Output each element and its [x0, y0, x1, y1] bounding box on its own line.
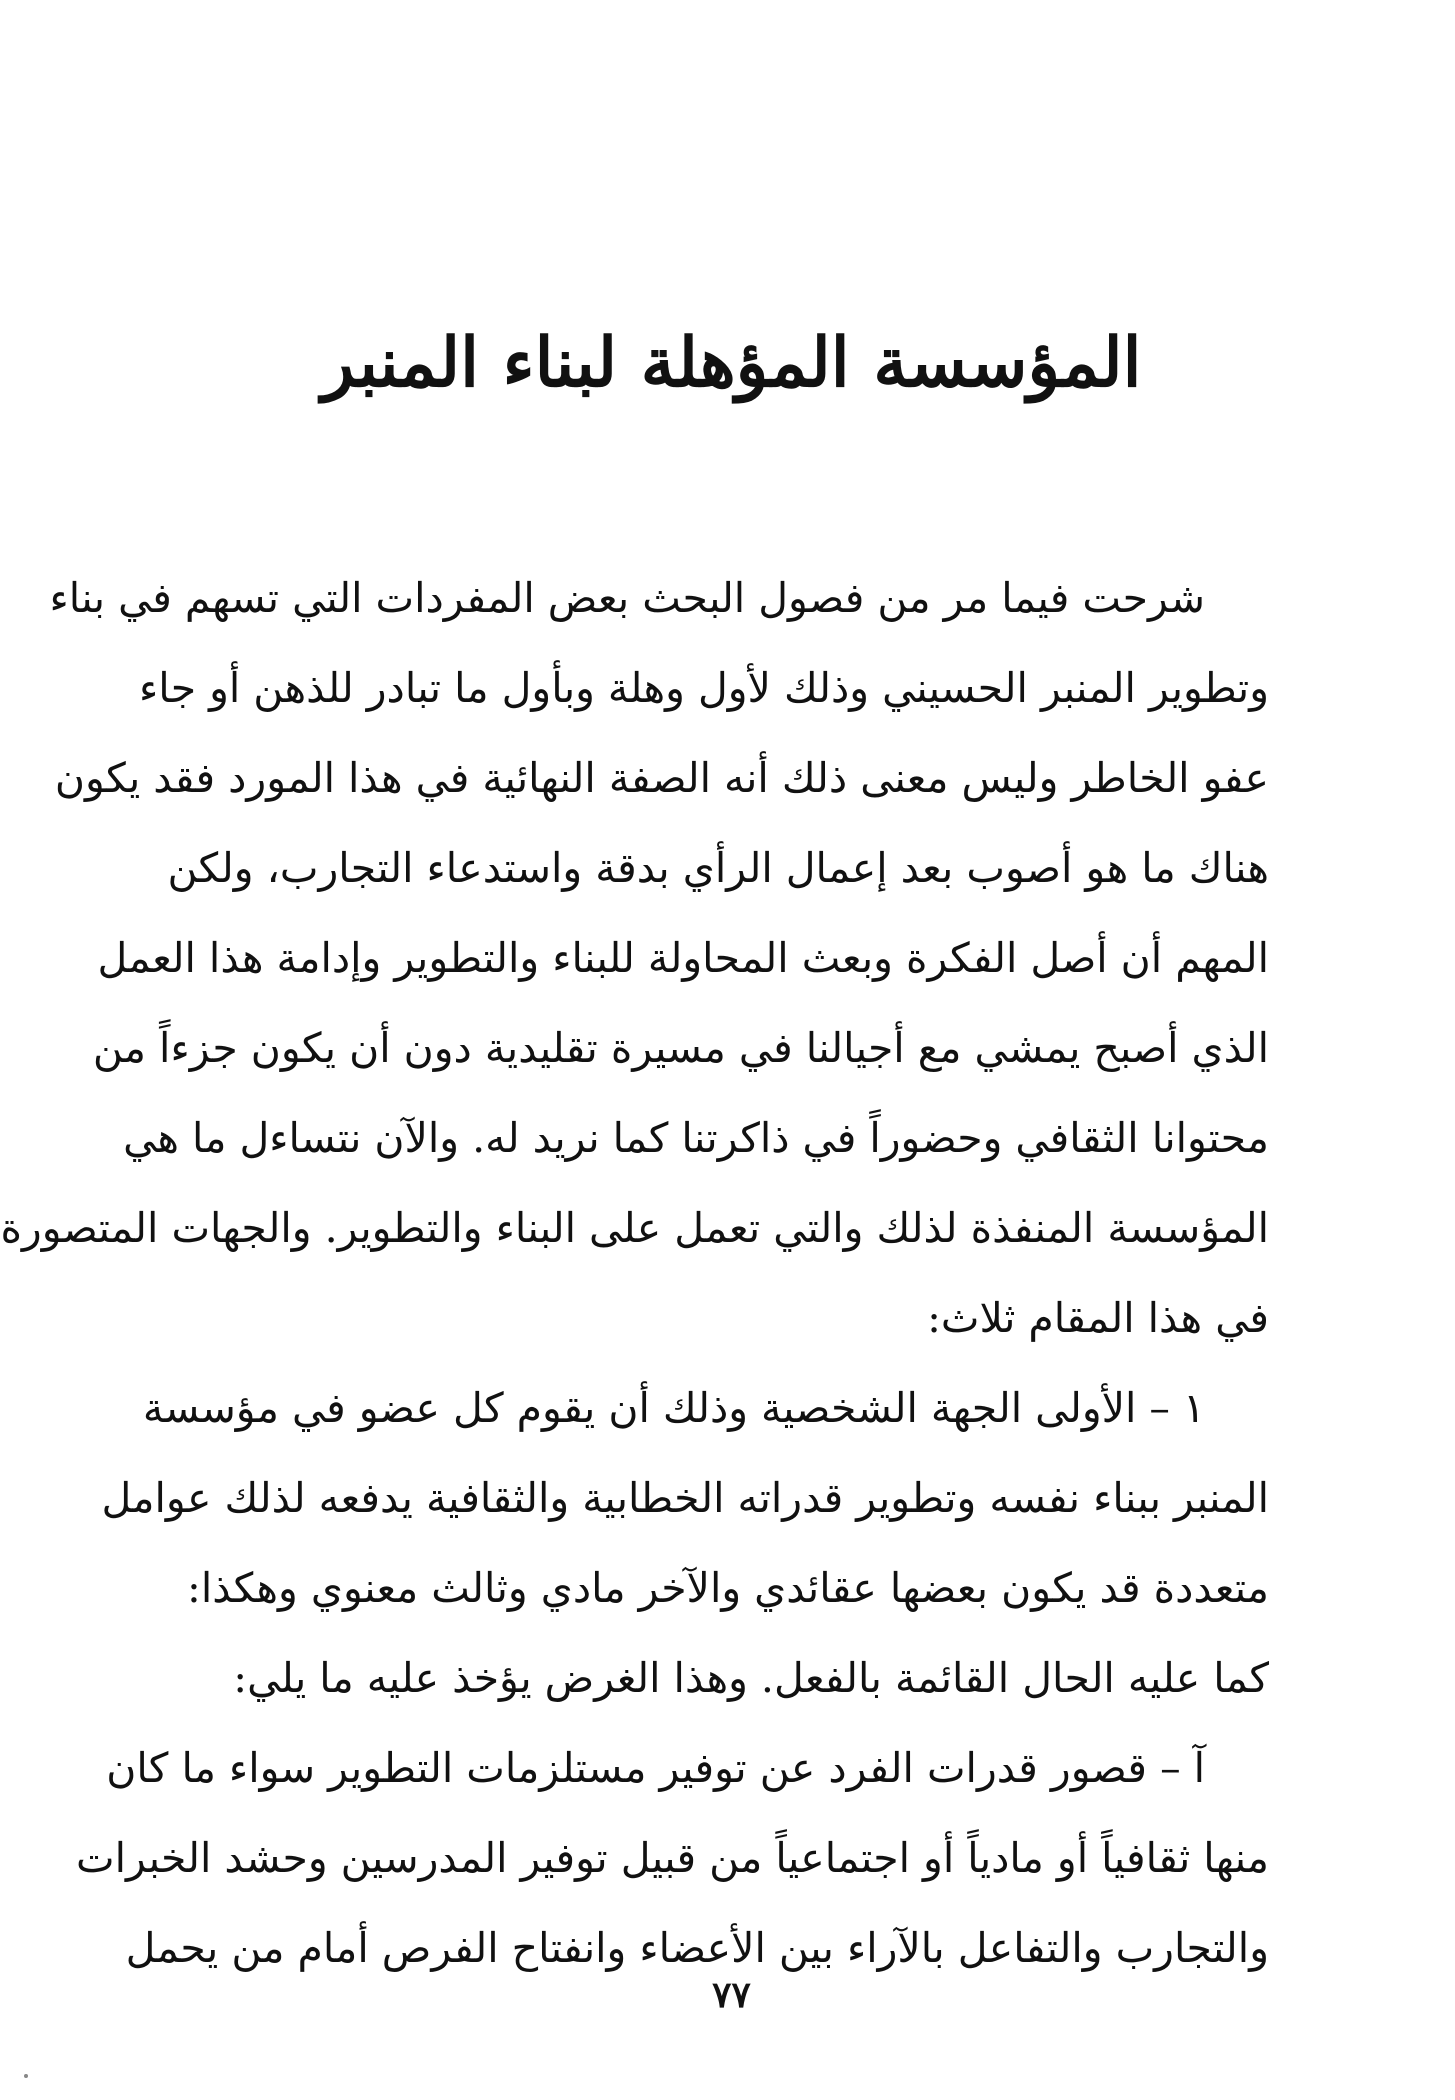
text-line: المؤسسة المنفذة لذلك والتي تعمل على البناء والتطوير. والجهات المتصورة [0, 1204, 1269, 1252]
text-line: ١ – الأولى الجهة الشخصية وذلك أن يقوم كل عضو في مؤسسة [142, 1384, 1205, 1432]
text-line: في هذا المقام ثلاث: [927, 1294, 1269, 1342]
text-line: منها ثقافياً أو مادياً أو اجتماعياً من قبيل توفير المدرسين وحشد الخبرات [76, 1834, 1269, 1882]
page-number: ٧٧ [712, 1974, 751, 2016]
text-line: كما عليه الحال القائمة بالفعل. وهذا الغرض يؤخذ عليه ما يلي: [233, 1654, 1269, 1702]
text-line: هناك ما هو أصوب بعد إعمال الرأي بدقة واستدعاء التجارب، ولكن [167, 844, 1269, 892]
text-line: عفو الخاطر وليس معنى ذلك أنه الصفة النهائية في هذا المورد فقد يكون [54, 754, 1269, 802]
body-text [0, 553, 1269, 1993]
text-line: والتجارب والتفاعل بالآراء بين الأعضاء وانفتاح الفرص أمام من يحمل [125, 1924, 1269, 1972]
text-line: المهم أن أصل الفكرة وبعث المحاولة للبناء والتطوير وإدامة هذا العمل [97, 934, 1269, 982]
text-line: المنبر ببناء نفسه وتطوير قدراته الخطابية والثقافية يدفعه لذلك عوامل [101, 1474, 1269, 1522]
text-line: آ – قصور قدرات الفرد عن توفير مستلزمات التطوير سواء ما كان [106, 1744, 1205, 1792]
chapter-title: المؤسسة المؤهلة لبناء المنبر [321, 323, 1142, 403]
text-line: الذي أصبح يمشي مع أجيالنا في مسيرة تقليدية دون أن يكون جزءاً من [92, 1024, 1269, 1072]
text-line: وتطوير المنبر الحسيني وذلك لأول وهلة وبأول ما تبادر للذهن أو جاء [138, 664, 1269, 712]
text-line: شرحت فيما مر من فصول البحث بعض المفردات التي تسهم في بناء [49, 574, 1205, 622]
scan-speck [24, 2074, 28, 2078]
text-line: محتوانا الثقافي وحضوراً في ذاكرتنا كما نريد له. والآن نتساءل ما هي [123, 1114, 1269, 1162]
text-line: متعددة قد يكون بعضها عقائدي والآخر مادي وثالث معنوي وهكذا: [187, 1564, 1269, 1612]
